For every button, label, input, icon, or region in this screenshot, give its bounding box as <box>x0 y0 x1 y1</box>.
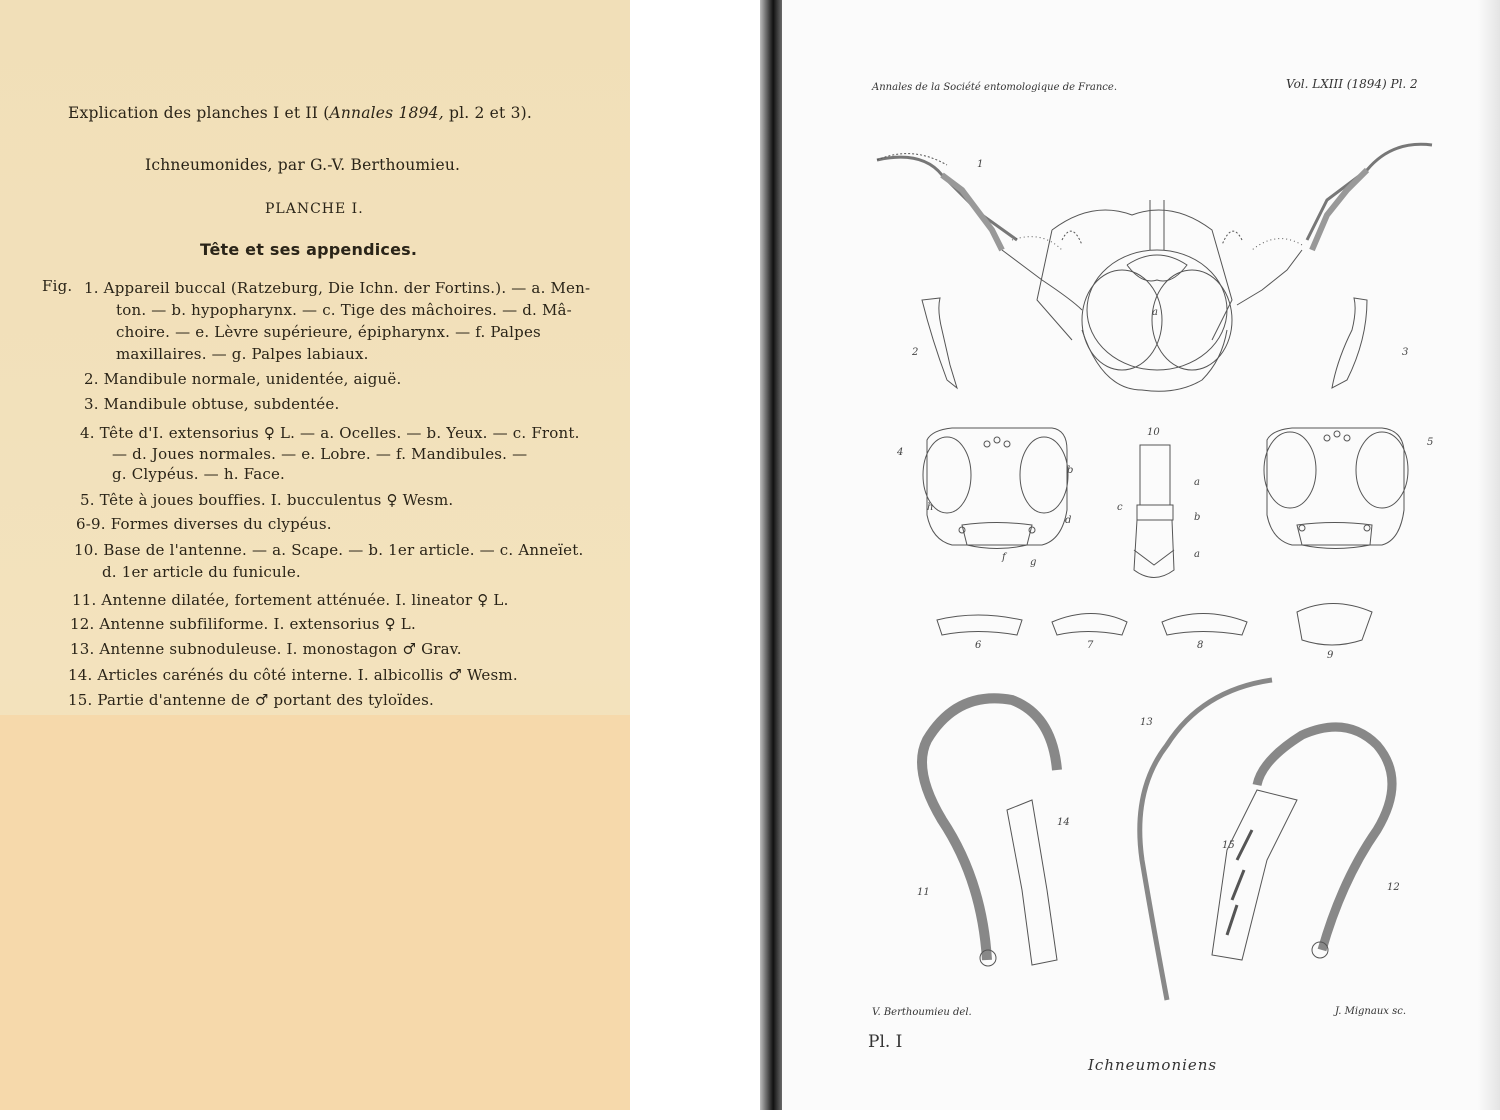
engraver-credit-right: J. Mignaux sc. <box>1335 1006 1407 1017</box>
caption-line-14: 11. Antenne dilatée, fortement atténuée. I. lineator ♀ L. <box>72 591 509 609</box>
plate-caption: Ichneumoniens <box>1088 1056 1218 1074</box>
svg-text:4: 4 <box>897 447 904 458</box>
fig3-mandible <box>1332 298 1367 388</box>
caption-line-15: 12. Antenne subfiliforme. I. extensorius ♀ L. <box>70 615 416 633</box>
left-page-blank-area <box>0 715 630 1110</box>
subtitle: Ichneumonides, par G.-V. Berthoumieu. <box>145 156 461 174</box>
caption-line-12: 10. Base de l'antenne. — a. Scape. — b. 1er article. — c. Anneïet. <box>74 541 584 559</box>
fig1-mouthparts <box>877 144 1432 391</box>
fig14-segment <box>1007 800 1057 965</box>
svg-text:g: g <box>1030 557 1037 568</box>
fig6-clypeus <box>937 615 1022 635</box>
engraver-credit-left: V. Berthoumieu del. <box>872 1007 972 1018</box>
handwritten-plate-mark: Pl. I <box>868 1032 903 1052</box>
svg-text:a: a <box>1152 307 1158 318</box>
caption-line-16: 13. Antenne subnoduleuse. I. monostagon ♂ Grav. <box>70 640 462 658</box>
svg-text:2: 2 <box>912 347 919 358</box>
fig8-clypeus <box>1162 614 1247 636</box>
caption-line-17: 14. Articles carénés du côté interne. I. albicollis ♂ Wesm. <box>68 666 518 684</box>
plate-header-right: Vol. LXIII (1894) Pl. 2 <box>1286 77 1418 91</box>
svg-text:14: 14 <box>1057 817 1070 828</box>
fig7-clypeus <box>1052 614 1127 636</box>
fig-label: Fig. <box>42 277 73 295</box>
svg-text:10: 10 <box>1147 427 1160 438</box>
caption-line-6: 3. Mandibule obtuse, subdentée. <box>84 395 340 413</box>
plate-header-left: Annales de la Société entomologique de France. <box>872 82 1118 93</box>
fig5-head <box>1264 428 1408 549</box>
caption-line-8: — d. Joues normales. — e. Lobre. — f. Mandibules. — <box>112 445 528 463</box>
caption-line-11: 6-9. Formes diverses du clypéus. <box>76 515 332 533</box>
plate-label: PLANCHE I. <box>265 201 364 217</box>
fig4-head <box>923 428 1068 549</box>
caption-line-13: d. 1er article du funicule. <box>102 563 301 581</box>
svg-text:6: 6 <box>975 640 982 651</box>
fig10-antenna-base <box>1134 445 1174 578</box>
caption-line-2: ton. — b. hypopharynx. — c. Tige des mâchoires. — d. Mâ- <box>116 301 572 319</box>
caption-line-1: 1. Appareil buccal (Ratzeburg, Die Ichn. der Fortins.). — a. Men- <box>84 279 591 297</box>
svg-text:11: 11 <box>917 887 930 898</box>
fig9-clypeus <box>1297 604 1372 646</box>
svg-text:b: b <box>1194 512 1201 523</box>
fig2-mandible <box>922 298 957 388</box>
fig15-segment <box>1212 790 1297 960</box>
svg-text:c: c <box>1117 502 1123 513</box>
caption-line-5: 2. Mandibule normale, unidentée, aiguë. <box>84 370 402 388</box>
caption-line-7: 4. Tête d'I. extensorius ♀ L. — a. Ocelles. — b. Yeux. — c. Front. <box>80 424 580 442</box>
section-heading: Tête et ses appendices. <box>200 240 418 259</box>
svg-text:15: 15 <box>1222 840 1235 851</box>
caption-line-10: 5. Tête à joues bouffies. I. bucculentus ♀ Wesm. <box>80 491 454 509</box>
book-gutter <box>760 0 782 1110</box>
svg-text:9: 9 <box>1327 650 1334 661</box>
svg-text:5: 5 <box>1427 437 1434 448</box>
explanation-title: Explication des planches I et II (Annales 1894, pl. 2 et 3). <box>68 104 533 122</box>
caption-line-9: g. Clypéus. — h. Face. <box>112 465 286 483</box>
svg-text:d: d <box>1065 515 1072 526</box>
caption-line-4: maxillaires. — g. Palpes labiaux. <box>116 345 369 363</box>
svg-text:a: a <box>1194 477 1200 488</box>
fig13-antenna <box>1140 680 1272 1000</box>
svg-text:13: 13 <box>1140 717 1153 728</box>
caption-line-3: choire. — e. Lèvre supérieure, épipharynx. — f. Palpes <box>116 323 541 341</box>
svg-text:h: h <box>927 502 934 513</box>
svg-text:b: b <box>1067 465 1074 476</box>
svg-text:a: a <box>1194 549 1200 560</box>
svg-text:f: f <box>1002 552 1006 563</box>
plate-illustration <box>782 0 1482 1100</box>
svg-text:7: 7 <box>1087 640 1094 651</box>
svg-text:3: 3 <box>1402 347 1409 358</box>
caption-line-18: 15. Partie d'antenne de ♂ portant des tyloïdes. <box>68 691 434 709</box>
svg-text:1: 1 <box>977 159 984 170</box>
svg-text:8: 8 <box>1197 640 1204 651</box>
svg-text:12: 12 <box>1387 882 1400 893</box>
